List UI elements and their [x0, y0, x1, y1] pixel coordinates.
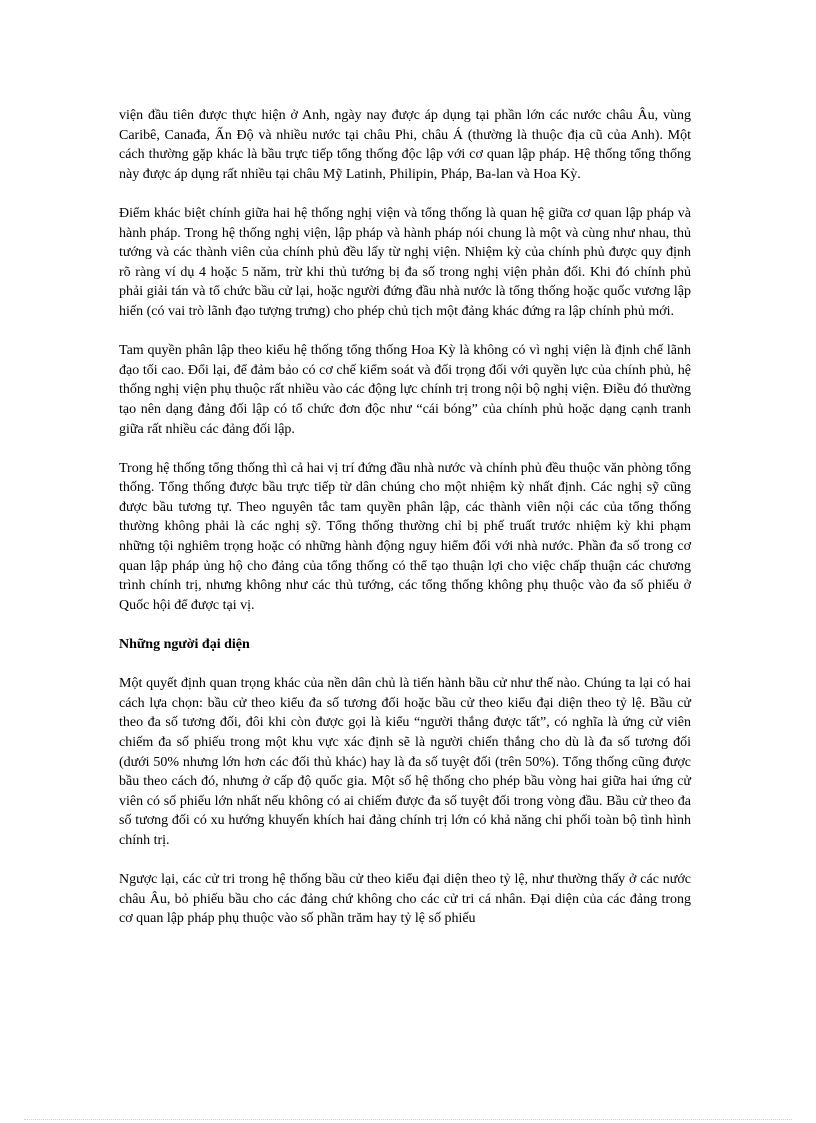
paragraph-1: viện đầu tiên được thực hiện ở Anh, ngày nay được áp dụng tại phần lớn các nước châu Âu, vùng Caribê, Canađa, Ấn Độ và nhiều nước tại châu Phi, châu Á (thường là thuộc địa cũ của Anh). Một cách thường gặp khác là bầu trực tiếp tổng thống độc lập với cơ quan lập pháp. Hệ thống tổng thống này được áp dụng rất nhiều tại châu Mỹ Latinh, Philipin, Pháp, Ba-lan và Hoa Kỳ.	[119, 108, 691, 182]
paragraph-3: Tam quyền phân lập theo kiểu hệ thống tổng thống Hoa Kỳ là không có vì nghị viện là định chế lãnh đạo tối cao. Đổi lại, để đảm bảo có cơ chế kiểm soát và đối trọng đối với quyền lực của chính phủ, hệ thống nghị viện phụ thuộc rất nhiều vào các động lực chính trị trong nội bộ nghị viện. Điều đó thường tạo nên dạng đảng đối lập có tổ chức đơn độc như “cái bóng” của chính phủ hoặc dạng cạnh tranh giữa rất nhiều các đảng đối lập.	[119, 343, 691, 437]
section-heading: Những người đại diện	[119, 637, 250, 653]
paragraph-6: Ngược lại, các cử tri trong hệ thống bầu cử theo kiểu đại diện theo tỷ lệ, như thường thấy ở các nước châu Âu, bỏ phiếu bầu cho các đảng chứ không cho các cử tri cá nhân. Đại diện của các đảng trong cơ quan lập pháp phụ thuộc vào số phần trăm hay tỷ lệ số phiếu	[119, 872, 691, 927]
paragraph-5: Một quyết định quan trọng khác của nền dân chủ là tiến hành bầu cử như thế nào. Chúng ta lại có hai cách lựa chọn: bầu cử theo kiểu đa số tương đối hoặc bầu cử theo kiểu đại diện theo tỷ lệ. Bầu cử theo đa số tương đối, đôi khi còn được gọi là kiểu “người thắng được tất”, có nghĩa là ứng cử viên chiếm đa số phiếu trong một khu vực xác định sẽ là người chiến thắng cho dù là đa số tương đối (dưới 50% nhưng lớn hơn các đối thủ khác) hay là đa số tuyệt đối (trên 50%). Tổng thống cũng được bầu theo cách đó, nhưng ở cấp độ quốc gia. Một số hệ thống cho phép bầu vòng hai giữa hai ứng cử viên có số phiếu lớn nhất nếu không có ai chiếm được đa số tuyệt đối trong vòng đầu. Bầu cử theo đa số tương đối có xu hướng khuyến khích hai đảng chính trị lớn có khả năng chi phối toàn bộ tình hình chính trị.	[119, 676, 691, 848]
document-body	[119, 106, 691, 949]
paragraph-2: Điểm khác biệt chính giữa hai hệ thống nghị viện và tổng thống là quan hệ giữa cơ quan lập pháp và hành pháp. Trong hệ thống nghị viện, lập pháp và hành pháp nói chung là một và cùng như nhau, thủ tướng và các thành viên của chính phủ đều lấy từ nghị viện. Nhiệm kỳ của chính phủ được quy định rõ ràng ví dụ 4 hoặc 5 năm, trừ khi thủ tướng bị đa số trong nghị viện phản đối. Khi đó chính phủ phải giải tán và tổ chức bầu cử lại, hoặc người đứng đầu nhà nước là tổng thống hoặc quốc vương lập hiến (có vai trò lãnh đạo tượng trưng) cho phép chủ tịch một đảng khác đứng ra lập chính phủ mới.	[119, 205, 691, 319]
paragraph-4: Trong hệ thống tổng thống thì cả hai vị trí đứng đầu nhà nước và chính phủ đều thuộc văn phòng tổng thống. Tổng thống được bầu trực tiếp từ dân chúng cho một nhiệm kỳ nhất định. Các nghị sỹ cũng được bầu tương tự. Theo nguyên tắc tam quyền phân lập, các thành viên nội các của tổng thống thường không phải là các nghị sỹ. Tổng thống thường chỉ bị phế truất trước nhiệm kỳ khi phạm những tội nghiêm trọng hoặc có những hành động nguy hiểm đối với nhà nước. Phần đa số trong cơ quan lập pháp ủng hộ cho đảng của tổng thống có thể tạo thuận lợi cho việc chấp thuận các chương trình chính trị, nhưng không như các thủ tướng, các tổng thống không phụ thuộc vào đa số phiếu ở Quốc hội để được tại vị.	[119, 460, 691, 613]
page-bottom-border	[24, 1119, 792, 1120]
